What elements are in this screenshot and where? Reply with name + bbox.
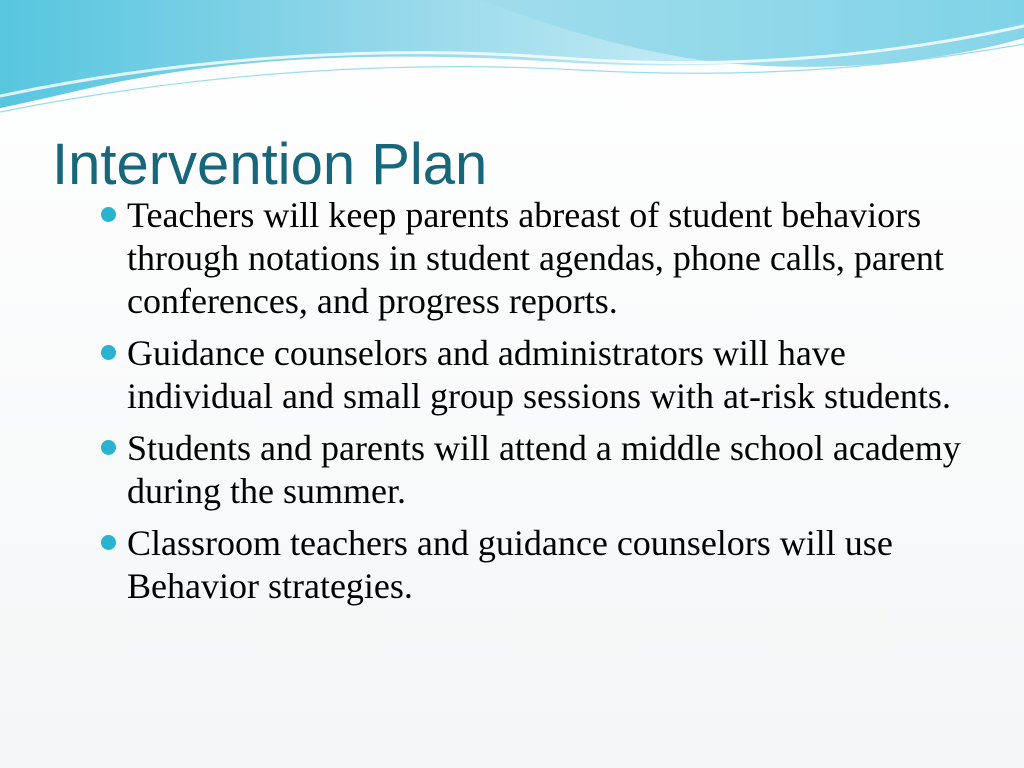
bullet-item bbox=[100, 332, 990, 418]
decorative-wave-banner bbox=[0, 0, 1024, 130]
bullet-icon bbox=[101, 440, 116, 455]
bullet-text: Teachers will keep parents abreast of student behaviors through notations in student agendas, phone calls, parent conferences, and progress reports. bbox=[127, 195, 944, 321]
bullet-icon bbox=[101, 207, 116, 222]
bullet-icon bbox=[101, 345, 116, 360]
bullet-text: Students and parents will attend a middle school academy during the summer. bbox=[127, 428, 961, 511]
bullet-list bbox=[100, 194, 990, 617]
bullet-item bbox=[100, 427, 990, 513]
bullet-text: Guidance counselors and administrators will have individual and small group sessions with at-risk students. bbox=[127, 333, 951, 416]
bullet-icon bbox=[101, 535, 116, 550]
slide-title: Intervention Plan bbox=[52, 132, 488, 197]
bullet-item bbox=[100, 522, 990, 608]
bullet-text: Classroom teachers and guidance counselors will use Behavior strategies. bbox=[127, 523, 893, 606]
bullet-item bbox=[100, 194, 990, 323]
